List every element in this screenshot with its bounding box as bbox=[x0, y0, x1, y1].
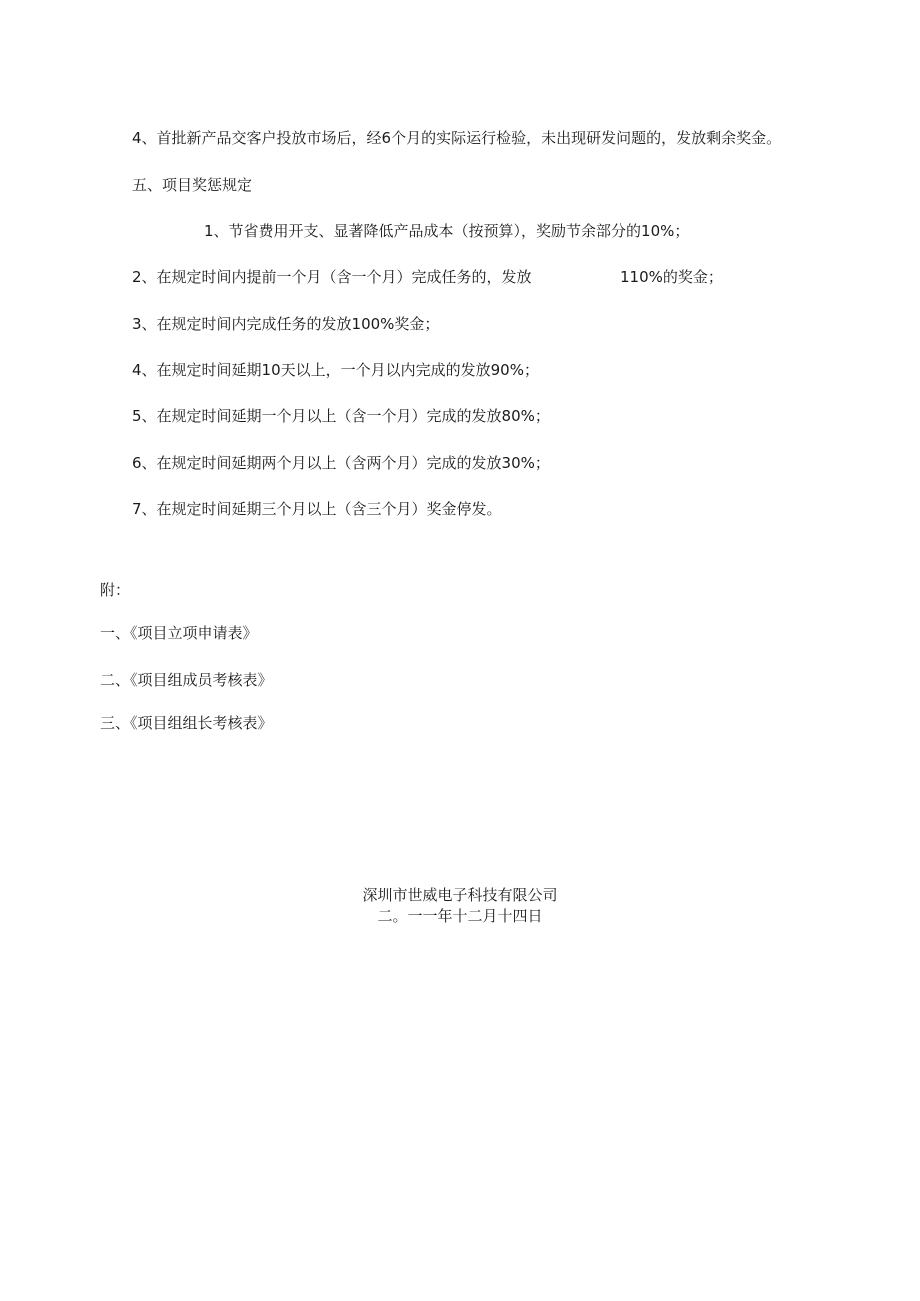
section-title-rewards: 五、项目奖惩规定 bbox=[132, 176, 253, 194]
reward-rule-6: 6、在规定时间延期两个月以上（含两个月）完成的发放30%； bbox=[132, 454, 550, 472]
reward-rule-7: 7、在规定时间延期三个月以上（含三个月）奖金停发。 bbox=[132, 500, 502, 518]
attachments-label: 附： bbox=[100, 581, 131, 599]
reward-rule-2-value: 110%的奖金； bbox=[620, 268, 723, 286]
acceptance-item-4: 4、首批新产品交客户投放市场后，经6个月的实际运行检验，未出现研发问题的，发放剩余奖金。 bbox=[132, 129, 782, 147]
attachment-item: 三、《项目组组长考核表》 bbox=[100, 714, 273, 732]
reward-rule-5: 5、在规定时间延期一个月以上（含一个月）完成的发放80%； bbox=[132, 407, 550, 425]
attachment-item: 一、《项目立项申请表》 bbox=[100, 624, 258, 642]
reward-rule-4: 4、在规定时间延期10天以上，一个月以内完成的发放90%； bbox=[132, 361, 539, 379]
company-name: 深圳市世威电子科技有限公司 bbox=[362, 886, 558, 904]
reward-rule-2: 2、在规定时间内提前一个月（含一个月）完成任务的，发放 bbox=[132, 268, 532, 286]
reward-rule-1: 1、节省费用开支、显著降低产品成本（按预算），奖励节余部分的10%； bbox=[204, 222, 690, 240]
attachment-item: 二、《项目组成员考核表》 bbox=[100, 671, 273, 689]
reward-rule-3: 3、在规定时间内完成任务的发放100%奖金； bbox=[132, 315, 440, 333]
document-date: 二。一一年十二月十四日 bbox=[377, 907, 543, 925]
